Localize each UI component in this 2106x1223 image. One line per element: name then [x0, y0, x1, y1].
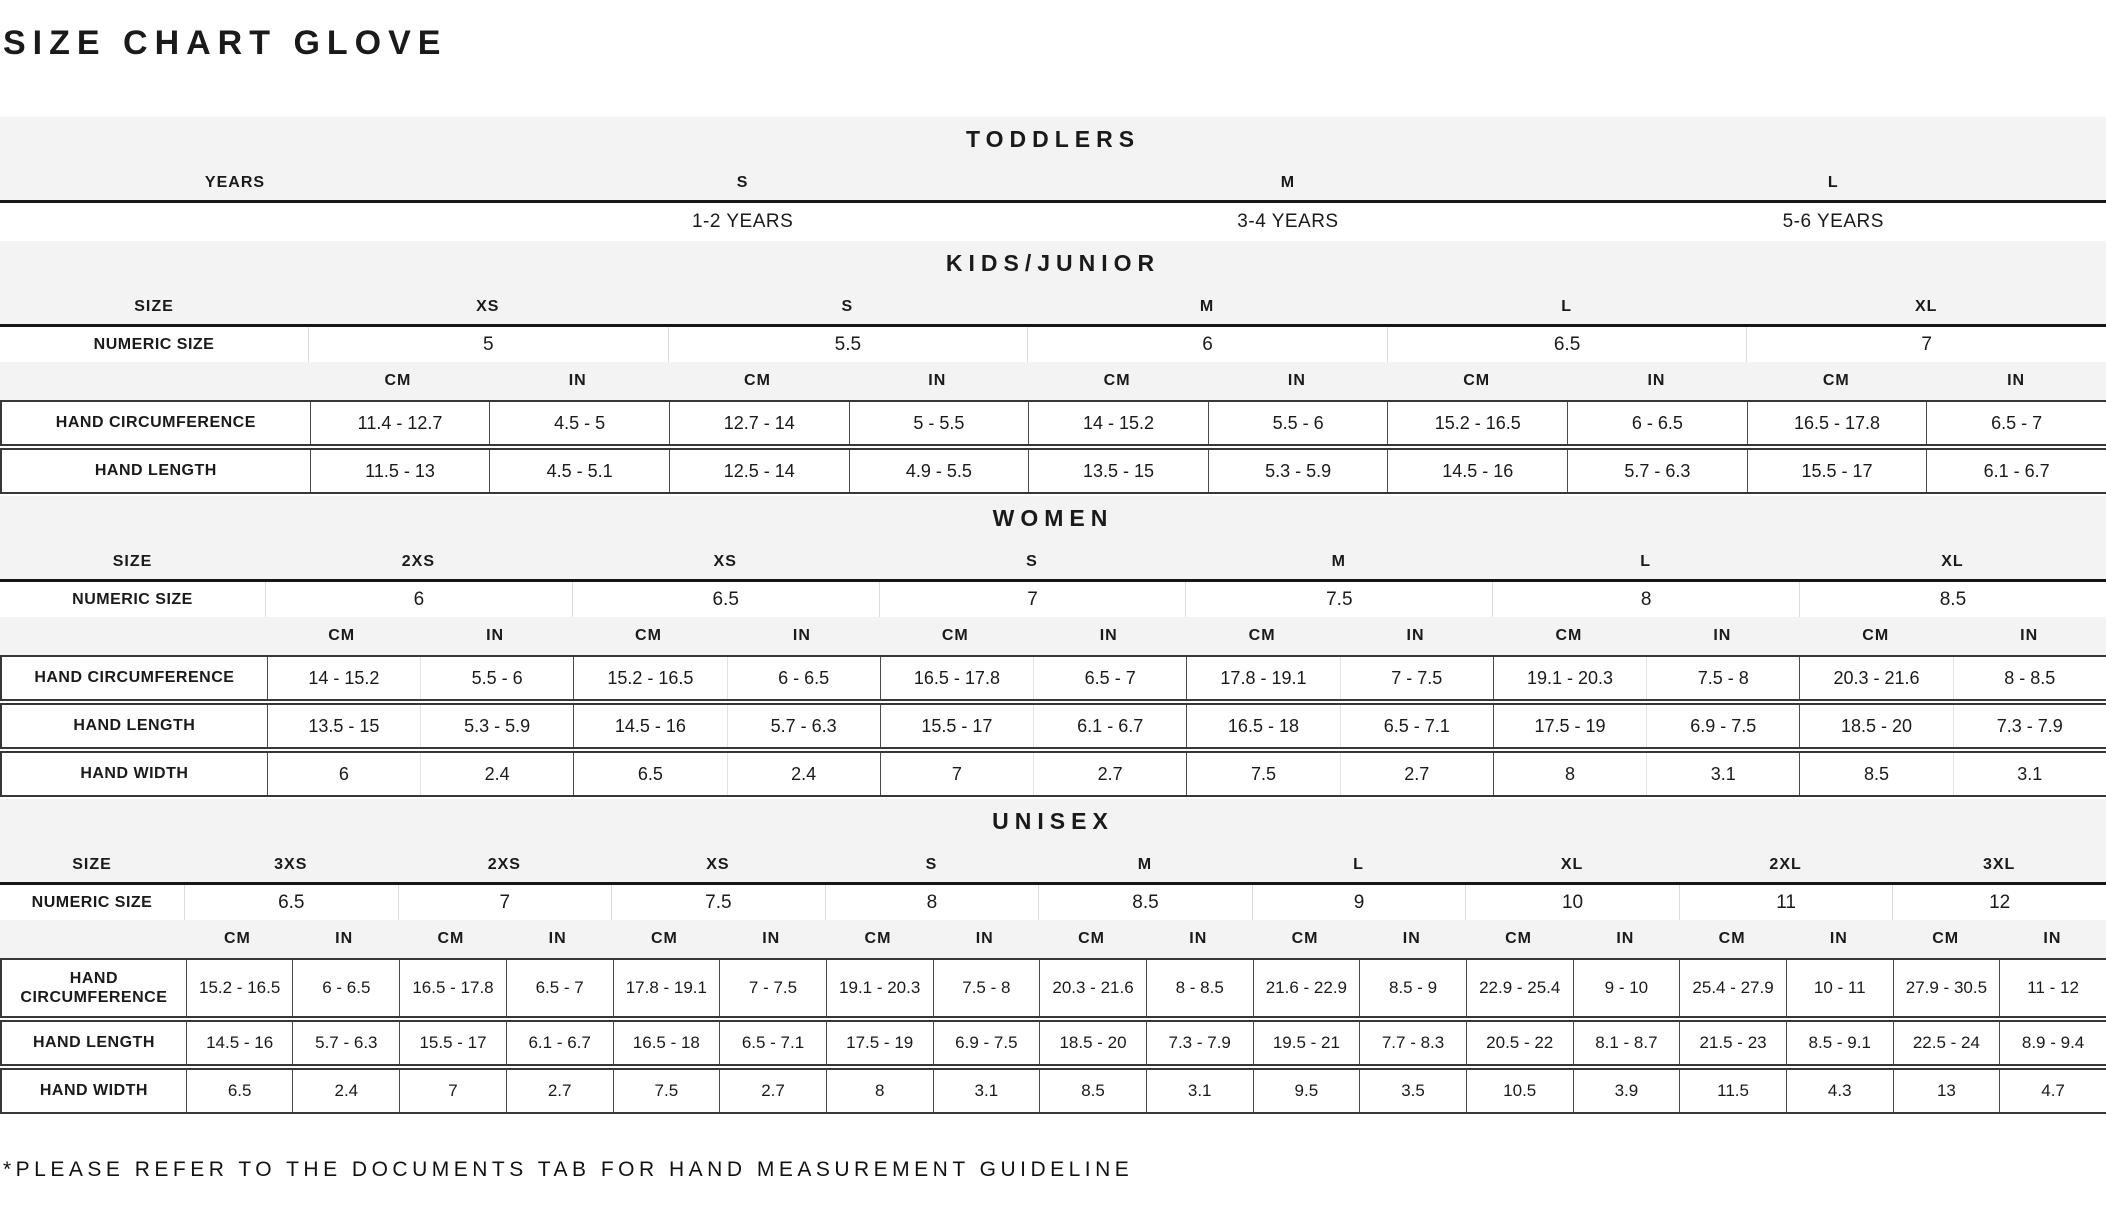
numeric-size-cell: 11 [1679, 885, 1893, 920]
size-header-label: SIZE [72, 856, 112, 873]
measurement-value-cell: 8.5 [1039, 1070, 1146, 1112]
size-header-row [0, 298, 2106, 324]
numeric-size-label: NUMERIC SIZE [72, 590, 193, 608]
measurement-value-cell: 6 - 6.5 [292, 960, 399, 1016]
unit-header-cm: CM [384, 372, 412, 389]
measurement-value-cell: 13.5 - 15 [1028, 450, 1208, 492]
size-header-cell: XL [1941, 553, 1964, 570]
measurement-value-cell: 7 - 7.5 [1340, 657, 1493, 699]
age-range-cell: 3-4 YEARS [1237, 211, 1339, 232]
measurement-value-cell: 16.5 - 17.8 [880, 657, 1033, 699]
section-title: TODDLERS [965, 126, 1141, 152]
measurement-value-cell: 8 - 8.5 [1953, 657, 2106, 699]
measurement-value-cell: 14.5 - 16 [1387, 450, 1567, 492]
unit-header-cm: CM [864, 930, 892, 947]
unit-header-in: IN [1287, 372, 1306, 389]
numeric-size-cell: 10 [1465, 885, 1679, 920]
measurement-value-cell: 8.5 - 9 [1359, 960, 1466, 1016]
unit-header-cm: CM [223, 930, 251, 947]
measurement-value-cell: 16.5 - 18 [613, 1022, 720, 1064]
measurement-value-cell: 6.5 [573, 753, 726, 795]
measurement-label: HAND CIRCUMFERENCE [55, 414, 256, 432]
size-header-cell: XL [1560, 856, 1584, 873]
unit-header-cm: CM [744, 372, 771, 389]
section-title: WOMEN [992, 505, 1114, 531]
size-header-cell: 3XL [1982, 856, 2016, 873]
measurement-value-cell: 2.7 [506, 1070, 613, 1112]
section-title: KIDS/JUNIOR [945, 250, 1161, 276]
measurement-value-cell: 21.5 - 23 [1679, 1022, 1786, 1064]
measurement-value-cell: 6.5 - 7 [506, 960, 613, 1016]
section-header-band [0, 799, 2106, 885]
measurement-value-cell: 16.5 - 18 [1186, 705, 1339, 747]
measurement-value-cell: 8.1 - 8.7 [1573, 1022, 1680, 1064]
measurement-value-cell: 14 - 15.2 [267, 657, 420, 699]
unit-header-cm: CM [941, 627, 969, 644]
size-header-label: SIZE [134, 298, 174, 315]
unit-header-row [0, 617, 2106, 655]
size-header-cell: S [736, 174, 749, 191]
measurement-row [0, 751, 2106, 797]
measurement-value-cell: 7.3 - 7.9 [1146, 1022, 1253, 1064]
unit-header-in: IN [335, 930, 354, 947]
numeric-size-row [0, 327, 2106, 362]
unit-header-row [0, 920, 2106, 958]
size-header-cell: M [1199, 298, 1215, 315]
unit-header-cm: CM [1248, 627, 1276, 644]
size-header-row [0, 856, 2106, 882]
section-kids-junior [0, 241, 2106, 494]
unit-header-in: IN [1647, 372, 1666, 389]
section-header-band [0, 117, 2106, 203]
size-header-cell: XS [706, 856, 730, 873]
measurement-value-cell: 12.7 - 14 [669, 402, 849, 444]
unit-header-in: IN [2020, 627, 2039, 644]
measurement-value-cell: 11 - 12 [1999, 960, 2106, 1016]
size-header-cell: L [1353, 856, 1364, 873]
unit-header-cm: CM [1078, 930, 1105, 947]
empty-label-cell [0, 617, 265, 655]
section-header-band [0, 496, 2106, 582]
unit-header-cm: CM [635, 627, 662, 644]
numeric-size-cell: 6.5 [572, 582, 879, 617]
section-unisex [0, 799, 2106, 1114]
measurement-value-cell: 4.5 - 5 [489, 402, 669, 444]
numeric-size-cell: 7 [1746, 327, 2106, 362]
unit-header-in: IN [1713, 627, 1732, 644]
measurement-value-cell: 25.4 - 27.9 [1679, 960, 1786, 1016]
measurement-value-cell: 7 - 7.5 [719, 960, 826, 1016]
measurement-value-cell: 3.1 [1953, 753, 2106, 795]
measurement-row [0, 703, 2106, 749]
size-header-cell: M [1280, 174, 1296, 191]
measurement-value-cell: 5.5 - 6 [420, 657, 573, 699]
measurement-value-cell: 17.5 - 19 [826, 1022, 933, 1064]
measurement-value-cell: 18.5 - 20 [1799, 705, 1952, 747]
unit-header-cm: CM [328, 627, 356, 644]
measurement-value-cell: 2.4 [420, 753, 573, 795]
measurement-value-cell: 17.8 - 19.1 [1186, 657, 1339, 699]
size-header-cell: 2XS [401, 553, 436, 570]
unit-header-cm: CM [1932, 930, 1960, 947]
measurement-value-cell: 5.7 - 6.3 [727, 705, 880, 747]
measurement-row [0, 1068, 2106, 1114]
measurement-row [0, 1020, 2106, 1066]
measurement-value-cell: 15.5 - 17 [880, 705, 1033, 747]
measurement-value-cell: 11.5 [1679, 1070, 1786, 1112]
measurement-value-cell: 2.7 [719, 1070, 826, 1112]
size-header-label: SIZE [112, 553, 153, 570]
measurement-value-cell: 20.3 - 21.6 [1799, 657, 1952, 699]
measurement-value-cell: 7.5 [613, 1070, 720, 1112]
numeric-size-row [0, 885, 2106, 920]
measurement-value-cell: 5.7 - 6.3 [292, 1022, 399, 1064]
empty-label-cell [0, 362, 308, 400]
measurement-value-cell: 8 [826, 1070, 933, 1112]
measurement-value-cell: 7 [399, 1070, 506, 1112]
measurement-value-cell: 6.5 - 7.1 [1340, 705, 1493, 747]
size-header-cell: 2XL [1769, 856, 1802, 873]
age-range-cell: 1-2 YEARS [691, 211, 794, 232]
numeric-size-cell: 8.5 [1038, 885, 1252, 920]
measurement-value-cell: 18.5 - 20 [1039, 1022, 1146, 1064]
measurement-value-cell: 4.7 [1999, 1070, 2106, 1112]
unit-header-in: IN [548, 930, 567, 947]
unit-header-in: IN [762, 930, 781, 947]
measurement-value-cell: 5.3 - 5.9 [420, 705, 573, 747]
size-header-cell: XS [476, 298, 500, 315]
measurement-label: HAND LENGTH [32, 1034, 155, 1052]
measurement-value-cell: 9 - 10 [1573, 960, 1680, 1016]
measurement-label: HAND LENGTH [94, 462, 217, 480]
measurement-value-cell: 20.5 - 22 [1466, 1022, 1573, 1064]
unit-header-in: IN [1829, 930, 1848, 947]
measurement-value-cell: 9.5 [1253, 1070, 1360, 1112]
measurement-value-cell: 17.8 - 19.1 [613, 960, 720, 1016]
unit-header-in: IN [792, 627, 811, 644]
measurement-value-cell: 13.5 - 15 [267, 705, 420, 747]
measurement-value-cell: 20.3 - 21.6 [1039, 960, 1146, 1016]
size-header-cell: L [1827, 174, 1839, 191]
measurement-value-cell: 5.7 - 6.3 [1567, 450, 1747, 492]
unit-header-cm: CM [1291, 930, 1319, 947]
measurement-value-cell: 10.5 [1466, 1070, 1573, 1112]
age-range-cell: 5-6 YEARS [1782, 211, 1884, 232]
unit-header-row [0, 362, 2106, 400]
section-title: UNISEX [992, 808, 1114, 834]
unit-header-in: IN [1402, 930, 1421, 947]
measurement-value-cell: 7.5 [1186, 753, 1339, 795]
measurement-value-cell: 2.7 [1033, 753, 1186, 795]
measurement-value-cell: 8 - 8.5 [1146, 960, 1253, 1016]
unit-header-cm: CM [1862, 627, 1890, 644]
measurement-value-cell: 3.1 [933, 1070, 1040, 1112]
size-header-cell: S [1026, 553, 1038, 570]
unit-header-in: IN [2007, 372, 2026, 389]
numeric-size-cell: 8 [825, 885, 1039, 920]
measurement-value-cell: 8.9 - 9.4 [1999, 1022, 2106, 1064]
measurement-value-cell: 16.5 - 17.8 [1747, 402, 1927, 444]
measurement-value-cell: 15.2 - 16.5 [573, 657, 726, 699]
numeric-size-cell: 5.5 [668, 327, 1028, 362]
size-header-row [0, 553, 2106, 579]
size-header-cell: S [841, 298, 854, 315]
numeric-size-cell: 8.5 [1799, 582, 2106, 617]
measurement-value-cell: 4.9 - 5.5 [849, 450, 1029, 492]
unit-header-in: IN [928, 372, 947, 389]
numeric-size-cell: 6 [1027, 327, 1387, 362]
size-header-cell: 3XS [274, 856, 308, 873]
footnote: *PLEASE REFER TO THE DOCUMENTS TAB FOR HAND MEASUREMENT GUIDELINE [3, 1158, 1134, 1181]
unit-header-cm: CM [1718, 930, 1746, 947]
unit-header-in: IN [975, 930, 994, 947]
measurement-value-cell: 6.5 - 7 [1033, 657, 1186, 699]
measurement-value-cell: 11.5 - 13 [310, 450, 490, 492]
measurement-value-cell: 6.1 - 6.7 [1926, 450, 2106, 492]
measurement-value-cell: 19.1 - 20.3 [1493, 657, 1646, 699]
measurement-value-cell: 14.5 - 16 [573, 705, 726, 747]
measurement-value-cell: 7.7 - 8.3 [1359, 1022, 1466, 1064]
numeric-size-row [0, 582, 2106, 617]
measurement-value-cell: 6.9 - 7.5 [1646, 705, 1799, 747]
measurement-value-cell: 21.6 - 22.9 [1253, 960, 1360, 1016]
unit-header-in: IN [1189, 930, 1208, 947]
unit-header-cm: CM [1103, 372, 1131, 389]
size-header-cell: XL [1914, 298, 1938, 315]
size-header-cell: L [1640, 553, 1652, 570]
unit-header-cm: CM [651, 930, 678, 947]
size-header-cell: 2XS [487, 856, 521, 873]
unit-header-cm: CM [1463, 372, 1491, 389]
measurement-value-cell: 6.1 - 6.7 [1033, 705, 1186, 747]
age-range-row [0, 203, 2106, 241]
measurement-value-cell: 19.1 - 20.3 [826, 960, 933, 1016]
measurement-value-cell: 11.4 - 12.7 [310, 402, 490, 444]
measurement-value-cell: 17.5 - 19 [1493, 705, 1646, 747]
section-toddlers [0, 117, 2106, 241]
measurement-value-cell: 22.5 - 24 [1893, 1022, 2000, 1064]
measurement-value-cell: 6 - 6.5 [727, 657, 880, 699]
measurement-value-cell: 3.1 [1146, 1070, 1253, 1112]
numeric-size-cell: 7 [398, 885, 612, 920]
empty-label-cell [0, 920, 184, 958]
numeric-size-cell: 8 [1492, 582, 1799, 617]
measurement-label: HAND WIDTH [80, 765, 189, 783]
numeric-size-label: NUMERIC SIZE [31, 893, 153, 911]
measurement-value-cell: 7.5 - 8 [1646, 657, 1799, 699]
measurement-value-cell: 12.5 - 14 [669, 450, 849, 492]
measurement-value-cell: 6.5 [186, 1070, 293, 1112]
unit-header-cm: CM [1505, 930, 1533, 947]
numeric-size-cell: 5 [308, 327, 668, 362]
measurement-value-cell: 7.3 - 7.9 [1953, 705, 2106, 747]
page-title: SIZE CHART GLOVE [3, 24, 448, 62]
measurement-value-cell: 3.5 [1359, 1070, 1466, 1112]
numeric-size-cell: 7 [879, 582, 1186, 617]
measurement-row [0, 655, 2106, 701]
size-header-cell: M [1137, 856, 1153, 873]
unit-header-in: IN [1099, 627, 1118, 644]
size-header-cell: M [1331, 553, 1346, 570]
measurement-value-cell: 2.4 [727, 753, 880, 795]
measurement-value-cell: 19.5 - 21 [1253, 1022, 1360, 1064]
empty-label-cell [0, 203, 470, 241]
measurement-value-cell: 15.2 - 16.5 [1387, 402, 1567, 444]
measurement-label: HAND CIRCUMFERENCE [34, 669, 235, 687]
measurement-value-cell: 15.5 - 17 [399, 1022, 506, 1064]
unit-header-cm: CM [437, 930, 465, 947]
measurement-value-cell: 15.5 - 17 [1747, 450, 1927, 492]
measurement-value-cell: 3.9 [1573, 1070, 1680, 1112]
measurement-value-cell: 5.5 - 6 [1208, 402, 1388, 444]
measurement-value-cell: 4.3 [1786, 1070, 1893, 1112]
numeric-size-cell: 7.5 [611, 885, 825, 920]
measurement-value-cell: 7.5 - 8 [933, 960, 1040, 1016]
measurement-value-cell: 27.9 - 30.5 [1893, 960, 2000, 1016]
measurement-label: HAND LENGTH [73, 717, 196, 735]
numeric-size-cell: 6.5 [184, 885, 398, 920]
numeric-size-cell: 7.5 [1185, 582, 1492, 617]
measurement-value-cell: 3.1 [1646, 753, 1799, 795]
measurement-value-cell: 14 - 15.2 [1028, 402, 1208, 444]
measurement-value-cell: 5 - 5.5 [849, 402, 1029, 444]
measurement-value-cell: 6 [267, 753, 420, 795]
measurement-value-cell: 4.5 - 5.1 [489, 450, 669, 492]
measurement-value-cell: 8 [1493, 753, 1646, 795]
numeric-size-label: NUMERIC SIZE [93, 335, 215, 353]
size-header-cell: S [925, 856, 938, 873]
numeric-size-cell: 6 [265, 582, 572, 617]
numeric-size-cell: 9 [1252, 885, 1466, 920]
unit-header-cm: CM [1822, 372, 1850, 389]
measurement-value-cell: 6.1 - 6.7 [506, 1022, 613, 1064]
measurement-label: HAND WIDTH [39, 1082, 148, 1100]
measurement-row [0, 448, 2106, 494]
size-header-label: YEARS [204, 174, 266, 191]
unit-header-cm: CM [1555, 627, 1583, 644]
measurement-value-cell: 6.5 - 7.1 [719, 1022, 826, 1064]
size-header-cell: XS [713, 553, 737, 570]
measurement-value-cell: 14.5 - 16 [186, 1022, 293, 1064]
measurement-row [0, 400, 2106, 446]
measurement-value-cell: 16.5 - 17.8 [399, 960, 506, 1016]
unit-header-in: IN [1406, 627, 1425, 644]
size-chart-sections [0, 117, 2106, 1114]
numeric-size-cell: 6.5 [1387, 327, 1747, 362]
measurement-value-cell: 6 - 6.5 [1567, 402, 1747, 444]
measurement-value-cell: 13 [1893, 1070, 2000, 1112]
measurement-value-cell: 2.7 [1340, 753, 1493, 795]
size-header-row [0, 174, 2106, 200]
section-women [0, 496, 2106, 797]
page-header [0, 0, 2106, 117]
measurement-value-cell: 22.9 - 25.4 [1466, 960, 1573, 1016]
measurement-row [0, 958, 2106, 1018]
unit-header-in: IN [2043, 930, 2062, 947]
measurement-value-cell: 15.2 - 16.5 [186, 960, 293, 1016]
unit-header-in: IN [1616, 930, 1635, 947]
measurement-value-cell: 2.4 [292, 1070, 399, 1112]
size-header-cell: L [1561, 298, 1572, 315]
measurement-value-cell: 6.5 - 7 [1926, 402, 2106, 444]
measurement-value-cell: 6.9 - 7.5 [933, 1022, 1040, 1064]
numeric-size-cell: 12 [1892, 885, 2106, 920]
measurement-value-cell: 8.5 [1799, 753, 1952, 795]
measurement-value-cell: 7 [880, 753, 1033, 795]
measurement-label: HAND CIRCUMFERENCE [20, 969, 168, 1006]
section-header-band [0, 241, 2106, 327]
measurement-value-cell: 10 - 11 [1786, 960, 1893, 1016]
measurement-value-cell: 5.3 - 5.9 [1208, 450, 1388, 492]
measurement-value-cell: 8.5 - 9.1 [1786, 1022, 1893, 1064]
unit-header-in: IN [486, 627, 505, 644]
unit-header-in: IN [568, 372, 587, 389]
